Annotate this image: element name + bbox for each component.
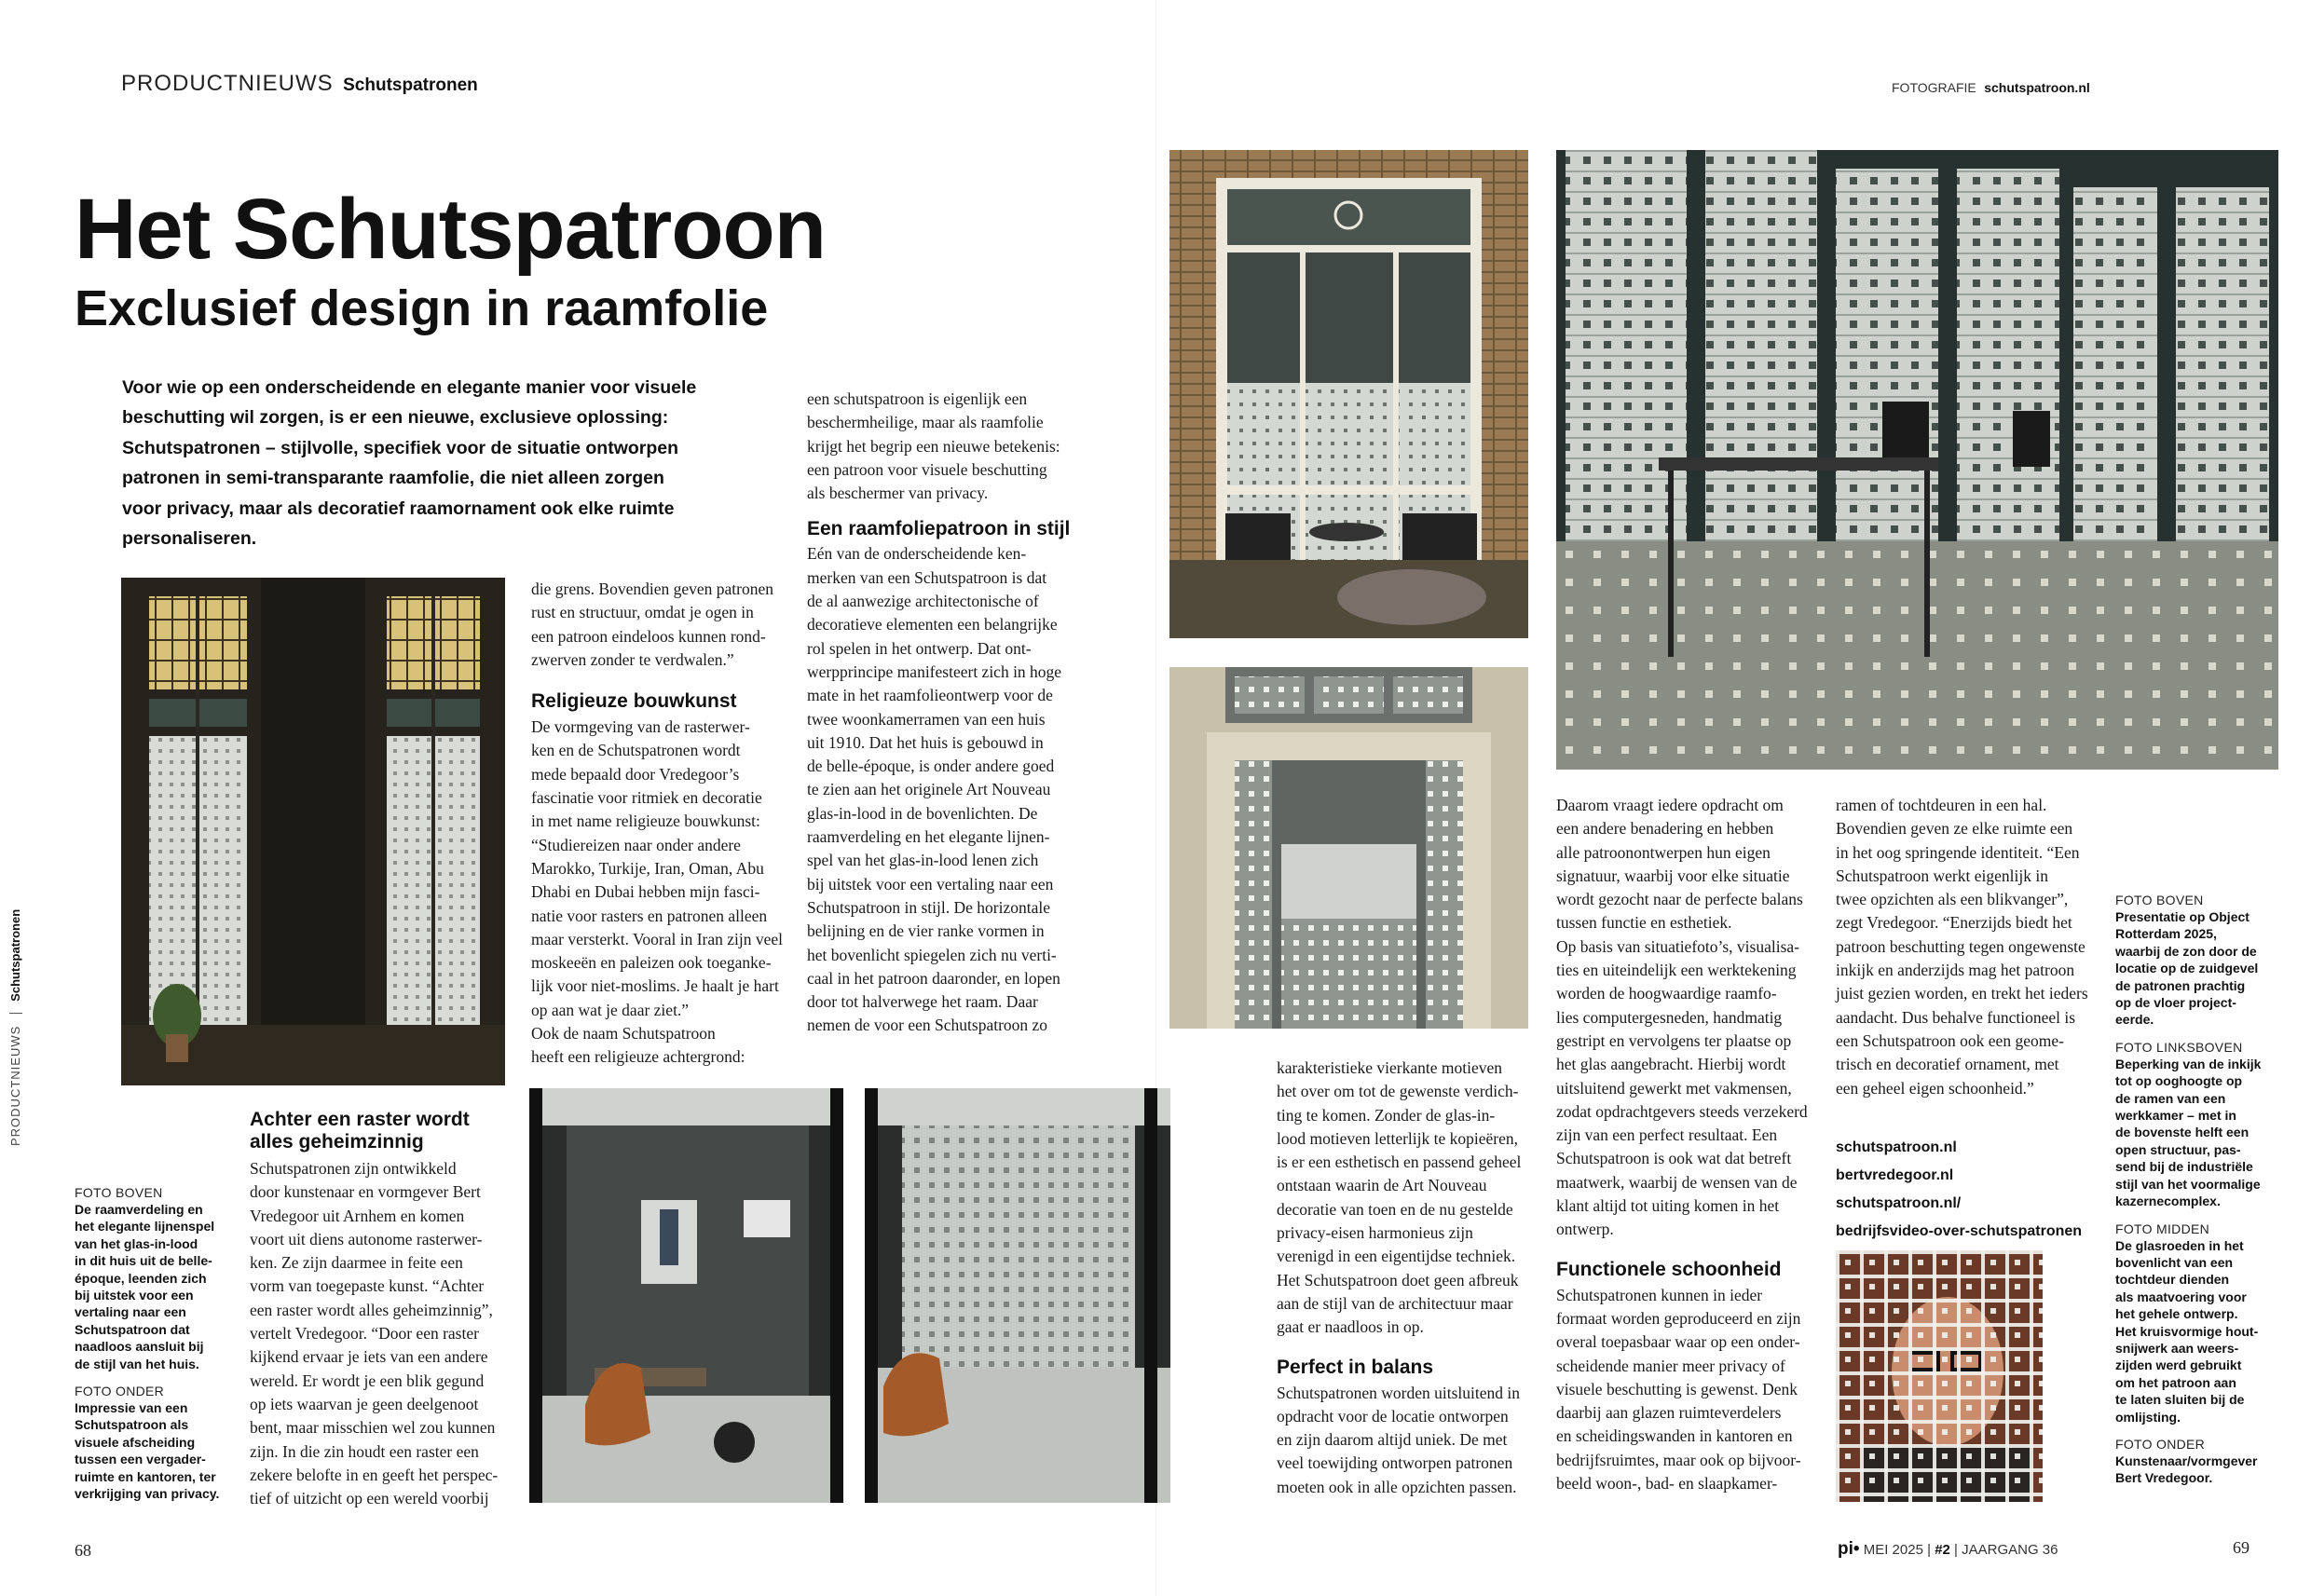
body-line: signatuur, waarbij voor elke situatie — [1556, 866, 1790, 885]
caption-line: Rotterdam 2025, — [2115, 926, 2217, 942]
body-line: krijgt het begrip een nieuwe betekenis: — [807, 436, 1060, 456]
body-line: twee woonkamerramen van een huis — [807, 709, 1046, 729]
body-line: de al aanwezige architectonische of — [807, 592, 1039, 611]
caption-text — [2115, 908, 2302, 1029]
body-line: vorm van toegepaste kunst. “Achter — [250, 1276, 485, 1296]
body-line: verenigd in een eigentijdse techniek. — [1277, 1247, 1516, 1266]
intro-line: personaliseren. — [122, 528, 257, 550]
body-line: voort uit diens autonome rasterwer- — [250, 1229, 483, 1248]
caption-line: de ramen van een — [2115, 1090, 2226, 1106]
body-line: mate in het raamfolieontwerp voor de — [807, 686, 1053, 705]
body-line: overal toepasbaar waar op een onder- — [1556, 1332, 1800, 1352]
caption-label: FOTO BOVEN — [2115, 893, 2204, 907]
link-schutspatroon[interactable]: schutspatroon.nl — [1836, 1139, 1957, 1155]
column-3 — [807, 388, 1077, 1038]
issue-date: MEI 2025 — [1863, 1542, 1923, 1558]
body-line: de belle-époque, is onder andere goed — [807, 757, 1055, 776]
body-line: een geheel eigen schoonheid.” — [1836, 1078, 2034, 1098]
caption-line: De glasroeden in het — [2115, 1237, 2244, 1253]
body-line: privacy-eisen harmonieus zijn — [1277, 1223, 1473, 1243]
column-4-top — [1277, 1057, 1547, 1340]
photo-portrait-bert-vredegoor — [1836, 1250, 2043, 1502]
body-line: Schutspatronen kunnen in ieder — [1556, 1285, 1763, 1304]
body-line: belijning en de vier ranke vormen in — [807, 921, 1045, 941]
body-line: ties en uiteindelijk een werktekening — [1556, 961, 1797, 980]
body-line: uit 1910. Dat het huis is gebouwd in — [807, 732, 1044, 752]
body-line: daarbij aan glazen ruimteverdelers — [1556, 1403, 1782, 1423]
caption-line: tussen een vergader- — [75, 1452, 206, 1467]
body-line: caal in het patroon daaronder, en lopen — [807, 968, 1060, 988]
caption-text — [2115, 1056, 2302, 1210]
column-1 — [250, 1109, 499, 1510]
caption-line: in dit huis uit de belle- — [75, 1253, 212, 1269]
body-line: lijk voor niet-moslims. Je haalt je hart — [531, 976, 779, 996]
body-line: decoratieve elementen een belangrijke — [807, 615, 1058, 634]
caption-line: Impressie van een — [75, 1400, 188, 1416]
body-line: Het Schutspatroon doet geen afbreuk — [1277, 1270, 1519, 1289]
body-line: als beschermer van privacy. — [807, 484, 989, 503]
body-line: een patroon eindeloos kunnen rond- — [531, 626, 766, 646]
issue-number: #2 — [1935, 1542, 1950, 1558]
photo-object-rotterdam — [1556, 150, 2278, 770]
body-line: ramen of tochtdeuren in een hal. — [1836, 796, 2047, 814]
running-header-right — [1892, 80, 2090, 97]
caption-text — [2115, 1453, 2302, 1487]
article-intro — [122, 373, 696, 553]
caption-line: Bert Vredegoor. — [2115, 1470, 2213, 1486]
caption-line: tochtdeur dienden — [2115, 1272, 2230, 1288]
caption-label: FOTO MIDDEN — [2115, 1221, 2210, 1236]
caption-line: eerde. — [2115, 1012, 2154, 1028]
body-line: bedrijfsruimtes, maar ook op bijvoor- — [1556, 1450, 1801, 1469]
caption-line: de patronen prachtig — [2115, 977, 2246, 993]
body-line: Dhabi en Dubai hebben mijn fasci- — [531, 882, 760, 902]
side-tab-subsection: Schutspatronen — [8, 908, 22, 1002]
body-line: alle patroonontwerpen hun eigen — [1556, 842, 1771, 862]
body-line: mede bepaald door Vredegoor’s — [531, 764, 740, 784]
body-line: door kunstenaar en vormgever Bert — [250, 1182, 481, 1202]
body-line: nemen de voor een Schutspatroon zo — [807, 1016, 1048, 1035]
body-line: ting te komen. Zonder de glas-in- — [1277, 1105, 1496, 1125]
issue-separator: | — [1927, 1542, 1932, 1558]
body-line: decoratie van toen en de nu gestelde — [1277, 1199, 1513, 1219]
caption-line: waarbij de zon door de — [2115, 943, 2257, 959]
body-line: inkijk en anderzijds mag het patroon — [1836, 961, 2075, 980]
column-6-body — [1836, 794, 2115, 1100]
body-line: natie voor rasters en patronen alleen — [531, 906, 768, 925]
body-line: Eén van de onderscheidende ken- — [807, 544, 1027, 564]
caption-line: send bij de industriële — [2115, 1159, 2253, 1175]
header-subsection: Schutspatronen — [343, 75, 478, 95]
body-line: merken van een Schutspatroon is dat — [807, 567, 1047, 587]
body-line: trisch en decoratief ornament, met — [1836, 1055, 2059, 1074]
body-line: zegt Vredegoor. “Enerzijds biedt het — [1836, 913, 2072, 933]
photo-work-room-window — [1169, 150, 1528, 638]
caption-line: De raamverdeling en — [75, 1202, 203, 1217]
body-line: wereld. Er wordt je een blik gegund — [250, 1371, 485, 1390]
running-header-left — [121, 71, 478, 97]
caption-line: Het kruisvormige hout- — [2115, 1323, 2259, 1339]
caption-label: FOTO ONDER — [2115, 1436, 2206, 1452]
column-6 — [1836, 794, 2115, 1246]
body-line: Vredegoor uit Arnhem en komen — [250, 1206, 465, 1225]
link-bedrijfsvideo[interactable]: schutspatroon.nl/ — [1836, 1194, 1962, 1211]
body-line: door tot halverwege het raam. Daar — [807, 992, 1038, 1012]
caption-line: époque, leenden zich — [75, 1270, 207, 1286]
body-line: ken. Ze zijn daarmee in feite een — [250, 1253, 463, 1273]
body-line: Bovendien geven ze elke ruimte een — [1836, 819, 2073, 839]
body-line: tussen functie en esthetiek. — [1556, 913, 1732, 933]
heading-achter-een-raster: Achter een raster wordt alles geheimzinnig — [250, 1109, 470, 1153]
column-5-top — [1556, 794, 1826, 1242]
side-tab — [7, 909, 24, 1146]
column-5 — [1556, 794, 1826, 1495]
body-line: lies computergesneden, handmatig — [1556, 1007, 1783, 1027]
body-line: werpprincipe manifesteert zich in hoge — [807, 662, 1062, 681]
body-line: Op basis van situatiefoto’s, visualisa- — [1556, 936, 1800, 956]
body-line: een schutspatroon is eigenlijk een — [807, 389, 1028, 408]
body-line: een andere benadering en hebben — [1556, 819, 1774, 839]
body-line: spel van het glas-in-lood lenen zich — [807, 851, 1039, 870]
body-line: te zien aan het originele Art Nouveau — [807, 780, 1051, 799]
header-section: PRODUCTNIEUWS — [121, 71, 334, 96]
body-line: gestript en vervolgens ter plaatse op — [1556, 1030, 1792, 1050]
body-line: op aan wat je daar ziet.” — [531, 1000, 690, 1019]
caption-line: stijl van het voormalige — [2115, 1176, 2261, 1192]
body-line: zodat opdrachtgevers steeds verzekerd — [1556, 1101, 1808, 1121]
captions-right — [2115, 893, 2302, 1487]
body-line: is er een esthetisch en passend geheel — [1277, 1153, 1522, 1172]
caption-line: Kunstenaar/vormgever — [2115, 1453, 2258, 1468]
body-line: op iets waarvan je geen deelgenoot — [250, 1394, 479, 1413]
body-line: formaat worden geproduceerd en zijn — [1556, 1308, 1801, 1328]
column-4 — [1277, 1057, 1547, 1499]
body-line: twee opzichten als een blikvanger”, — [1836, 890, 2069, 909]
body-line: Schutspatroon is ook wat dat betreft — [1556, 1149, 1792, 1168]
column-2 — [531, 578, 792, 1070]
article-subtitle: Exclusief design in raamfolie — [75, 280, 769, 336]
photo-credit-value: schutspatroon.nl — [1984, 80, 2090, 95]
body-line: ontwerp. — [1556, 1220, 1614, 1239]
caption-text — [2115, 1237, 2302, 1425]
body-line: Daarom vraagt iedere opdracht om — [1556, 796, 1784, 814]
body-line: het glas aangebracht. Hierbij wordt — [1556, 1055, 1786, 1074]
caption-text — [75, 1399, 242, 1502]
body-line: uitsluitend gewerkt met vakmensen, — [1556, 1078, 1792, 1098]
caption-text — [75, 1201, 242, 1372]
body-line: aandacht. Dus behalve functioneel is — [1836, 1007, 2076, 1027]
body-line: beeld woon-, bad- en slaapkamer- — [1556, 1474, 1778, 1494]
caption-label: FOTO LINKSBOVEN — [2115, 1039, 2243, 1055]
photo-belle-epoque-windows — [121, 578, 505, 1085]
page-number-right: 69 — [2233, 1538, 2249, 1557]
caption-line: Schutspatroon als — [75, 1417, 189, 1433]
column-2-top — [531, 578, 792, 672]
caption-line: Beperking van de inkijk — [2115, 1056, 2262, 1071]
caption-line: snijwerk aan weers- — [2115, 1340, 2239, 1356]
body-line: “Studiereizen naar onder andere — [531, 835, 741, 854]
caption-line: ruimte en kantoren, ter — [75, 1468, 216, 1484]
body-line: rol spelen in het ontwerp. Dat ont- — [807, 638, 1032, 658]
caption-line: naadloos aansluit bij — [75, 1339, 204, 1355]
caption-line: de bovenste helft een — [2115, 1125, 2249, 1140]
column-1-body — [250, 1157, 499, 1510]
column-3-body — [807, 542, 1077, 1037]
body-line: die grens. Bovendien geven patronen — [531, 580, 773, 598]
body-line: in met name religieuze bouwkunst: — [531, 812, 760, 831]
caption-line: bij uitstek voor een — [75, 1288, 194, 1303]
intro-line: Voor wie op een onderscheidende en elegante manier voor visuele — [122, 377, 697, 398]
side-tab-section: PRODUCTNIEUWS — [8, 1025, 22, 1146]
heading-raamfoliepatroon: Een raamfoliepatroon in stijl — [807, 518, 1071, 540]
photo-meeting-room-with-film — [865, 1088, 1170, 1503]
link-bertvredegoor[interactable]: bertvredegoor.nl — [1836, 1166, 1954, 1183]
body-line: patroon beschutting tegen ongewenste — [1836, 936, 2085, 956]
body-line: maatwerk, waarbij de wensen van de — [1556, 1172, 1798, 1192]
body-line: Marokko, Turkije, Iran, Oman, Abu — [531, 858, 764, 878]
body-line: in het oog springende identiteit. “Een — [1836, 842, 2080, 862]
intro-line: Schutspatronen – stijlvolle, specifiek voor de situatie ontworpen — [122, 437, 679, 458]
body-line: raamverdeling en het elegante lijnen- — [807, 827, 1050, 847]
body-line: het over om tot de gewenste verdich- — [1277, 1082, 1519, 1101]
body-line: rust en structuur, omdat je ogen in — [531, 603, 754, 622]
column-5-body — [1556, 1284, 1826, 1496]
intro-line: beschutting wil zorgen, is er een nieuwe, exclusieve oplossing: — [122, 407, 669, 429]
body-line: een patroon voor visuele beschutting — [807, 459, 1047, 479]
body-line: een raster wordt alles geheimzinnig”, — [250, 1300, 493, 1319]
body-line: fascinatie voor ritmiek en decoratie — [531, 788, 762, 808]
intro-line: voor privacy, maar als decoratief raamornament ook elke ruimte — [122, 498, 675, 519]
body-line: Ook de naam Schutspatroon — [531, 1024, 716, 1044]
caption-line: van het glas-in-lood — [75, 1235, 198, 1251]
issue-separator: | — [1954, 1542, 1958, 1558]
intro-line: patronen in semi-transparante raamfolie, die niet alleen zorgen — [122, 468, 664, 489]
body-line: wordt gezocht naar de perfecte balans — [1556, 890, 1803, 909]
caption-line: vertaling naar een — [75, 1304, 186, 1320]
heading-religieuze-bouwkunst: Religieuze bouwkunst — [531, 690, 737, 713]
page-number-left: 68 — [75, 1541, 91, 1560]
links-list — [1836, 1134, 2115, 1246]
magazine-logo: pi• — [1838, 1539, 1860, 1559]
caption-line: als maatvoering voor — [2115, 1289, 2247, 1304]
body-line: De vormgeving van de rasterwer- — [531, 717, 750, 737]
heading-functionele-schoonheid: Functionele schoonheid — [1556, 1258, 1782, 1280]
column-2-body — [531, 716, 792, 1069]
body-line: zekere belofte in en geeft het perspec- — [250, 1465, 499, 1484]
body-line: karakteristieke vierkante motieven — [1277, 1058, 1502, 1077]
caption-line: Presentatie op Object — [2115, 909, 2249, 924]
body-line: heeft een religieuze achtergrond: — [531, 1047, 745, 1067]
body-line: en scheidingswanden in kantoren en — [1556, 1426, 1793, 1446]
body-line: kijkend ervaar je iets van een andere — [250, 1347, 488, 1367]
caption-line: kazernecomplex. — [2115, 1194, 2221, 1209]
body-line: Schutspatronen zijn ontwikkeld — [250, 1159, 457, 1178]
body-line: zijn. In die zin houdt een raster een — [250, 1441, 479, 1461]
body-line: tief of uitzicht op een wereld voorbij — [250, 1489, 489, 1508]
body-line: ontstaan waarin de Art Nouveau — [1277, 1176, 1487, 1195]
caption-line: verkrijging van privacy. — [75, 1486, 220, 1502]
column-3-top — [807, 388, 1077, 505]
caption-label: FOTO ONDER — [75, 1384, 165, 1399]
body-line: visuele beschutting is gewenst. Denk — [1556, 1379, 1798, 1398]
body-line: worden de hoogwaardige raamfo- — [1556, 984, 1777, 1003]
body-line: glas-in-lood in de bovenlichten. De — [807, 803, 1038, 823]
link-bedrijfsvideo-path[interactable]: bedrijfsvideo-over-schutspatronen — [1836, 1222, 2083, 1239]
caption-line: het elegante lijnenspel — [75, 1219, 215, 1235]
body-line: opdracht voor de locatie ontworpen — [1277, 1406, 1509, 1425]
body-line: en zijn daarom altijd uniek. De met — [1277, 1430, 1508, 1450]
body-line: zijn van een perfect resultaat. Een — [1556, 1125, 1778, 1145]
caption-line: te laten sluiten bij de — [2115, 1392, 2245, 1408]
body-line: juist gezien worden, en trekt het ieders — [1836, 984, 2088, 1003]
side-tab-divider — [9, 1013, 22, 1014]
body-line: het bovenlicht spiegelen zich nu verti- — [807, 945, 1057, 964]
body-line: klant altijd tot uiting komen in het — [1556, 1196, 1780, 1216]
body-line: zwerven zonder te verdwalen.” — [531, 649, 734, 669]
caption-label: FOTO BOVEN — [75, 1185, 163, 1200]
body-line: aan de stijl van de architectuur maar — [1277, 1293, 1513, 1313]
caption-line: op de vloer project- — [2115, 995, 2236, 1011]
body-line: bij uitstek voor een vertaling naar een — [807, 874, 1054, 893]
body-line: veel toewijding ontworpen patronen — [1277, 1453, 1513, 1473]
caption-line: open structuur, pas- — [2115, 1141, 2241, 1157]
caption-line: Schutspatroon dat — [75, 1321, 190, 1337]
article-title: Het Schutspatroon — [75, 182, 826, 277]
column-4-body — [1277, 1382, 1547, 1499]
caption-line: om het patroon aan — [2115, 1374, 2236, 1390]
body-line: gaat er naadloos in op. — [1277, 1317, 1424, 1337]
body-line: Schutspatroon werkt eigenlijk in — [1836, 866, 2048, 885]
photo-credit-label: FOTOGRAFIE — [1892, 80, 1976, 95]
issue-line — [1838, 1539, 2058, 1560]
body-line: ken en de Schutspatronen wordt — [531, 741, 741, 760]
caption-line: zijden werd gebruikt — [2115, 1357, 2242, 1373]
caption-line: werkkamer – met in — [2115, 1108, 2236, 1124]
body-line: scheidende manier meer privacy of — [1556, 1356, 1785, 1375]
caption-line: tot op ooghoogte op — [2115, 1073, 2243, 1089]
body-line: lood motieven letterlijk te kopieëren, — [1277, 1128, 1519, 1148]
caption-line: het gehele ontwerp. — [2115, 1306, 2238, 1322]
body-line: een Schutspatroon ook een geome- — [1836, 1030, 2064, 1050]
body-line: maar versterkt. Vooral in Iran zijn veel — [531, 929, 784, 948]
caption-line: locatie op de zuidgevel — [2115, 961, 2259, 976]
body-line: moskeeën en paleizen ook toeganke- — [531, 953, 772, 973]
body-line: beschermheilige, maar als raamfolie — [807, 413, 1044, 432]
photo-hall-door — [1169, 667, 1528, 1029]
body-line: vertelt Vredegoor. “Door een raster — [250, 1324, 479, 1344]
photo-meeting-room — [529, 1088, 843, 1503]
caption-line: omlijsting. — [2115, 1409, 2181, 1425]
body-line: Schutspatroon in stijl. De horizontale — [807, 897, 1050, 917]
body-line: bent, maar misschien wel zou kunnen — [250, 1418, 496, 1438]
caption-line: de stijl van het huis. — [75, 1356, 199, 1371]
body-line: moeten ook in alle opzichten passen. — [1277, 1477, 1517, 1496]
heading-perfect-in-balans: Perfect in balans — [1277, 1356, 1434, 1378]
captions-left — [75, 1185, 242, 1503]
caption-line: visuele afscheiding — [75, 1434, 196, 1450]
caption-line: bovenlicht van een — [2115, 1254, 2234, 1270]
body-line: Schutspatronen worden uitsluitend in — [1277, 1383, 1521, 1402]
issue-volume: JAARGANG 36 — [1962, 1542, 2058, 1558]
